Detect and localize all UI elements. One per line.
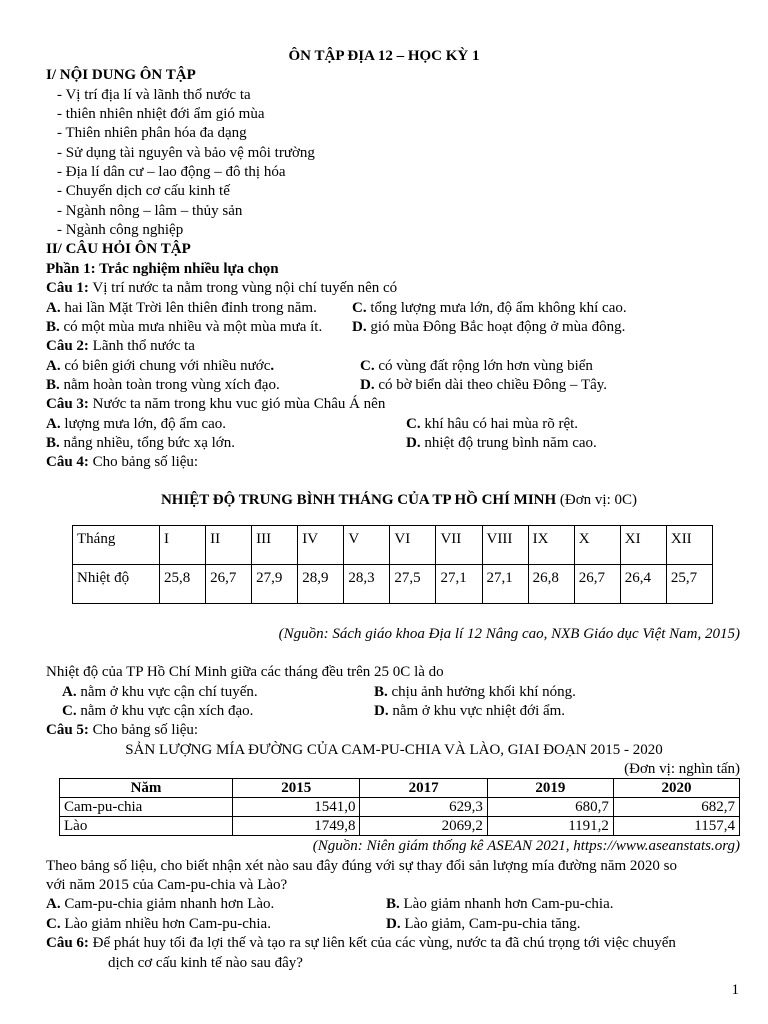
- topic-item: - Sử dụng tài nguyên và bảo vệ môi trường: [57, 145, 315, 161]
- table-cell: XII: [666, 526, 712, 565]
- option-c: C. khí hâu có hai mùa rõ rệt.: [406, 416, 579, 432]
- question-text: Vị trí nước ta nằm trong vùng nội chí tuyến nên có: [88, 280, 398, 296]
- table-cell: VII: [436, 526, 482, 565]
- option-b: B. chịu ảnh hưởng khối khí nóng.: [374, 684, 576, 700]
- question-text: dịch cơ cấu kinh tế nào sau đây?: [108, 955, 303, 971]
- table-cell: 629,3: [360, 798, 487, 817]
- table-cell: IV: [298, 526, 344, 565]
- question-label: Câu 4:: [46, 454, 89, 470]
- topic-item: - Thiên nhiên phân hóa đa dạng: [57, 125, 247, 141]
- question-label: Câu 3:: [46, 396, 89, 412]
- option-d: D. nhiệt độ trung bình năm cao.: [406, 435, 597, 451]
- page-number: 1: [731, 982, 739, 998]
- option-a: A. lượng mưa lớn, độ ẩm cao.: [46, 416, 227, 432]
- option-c: C. tổng lượng mưa lớn, độ ẩm không khí cao.: [352, 300, 627, 316]
- table-cell: 27,1: [436, 565, 482, 604]
- sugar-table-unit: (Đơn vị: nghìn tấn): [624, 761, 740, 777]
- question-text: Cho bảng số liệu:: [88, 722, 199, 738]
- question-label: Câu 6:: [46, 935, 89, 951]
- option-d: D. có bờ biển dài theo chiều Đông – Tây.: [360, 377, 608, 393]
- table-cell: 27,9: [252, 565, 298, 604]
- section1-heading: I/ NỘI DUNG ÔN TẬP: [46, 67, 196, 83]
- option-b: B. nằm hoàn toàn trong vùng xích đạo.: [46, 377, 280, 393]
- option-a: A. Cam-pu-chia giảm nhanh hơn Lào.: [46, 896, 275, 912]
- table-cell: III: [252, 526, 298, 565]
- table-cell: VI: [390, 526, 436, 565]
- option-a: A. nằm ở khu vực cận chí tuyến.: [62, 684, 258, 700]
- question-2: [46, 337, 195, 356]
- table-cell: 27,5: [390, 565, 436, 604]
- temperature-table-title: NHIỆT ĐỘ TRUNG BÌNH THÁNG CỦA TP HỒ CHÍ MINH (Đơn vị: 0C): [160, 492, 638, 508]
- option-a: A. hai lần Mặt Trời lên thiên đỉnh trong năm.: [46, 300, 317, 316]
- table-row: [73, 526, 713, 565]
- table-cell: I: [160, 526, 206, 565]
- part1-heading: Phần 1: Trắc nghiệm nhiều lựa chọn: [46, 261, 279, 277]
- option-b: B. nắng nhiều, tổng bức xạ lớn.: [46, 435, 235, 451]
- question-text: Nhiệt độ của TP Hồ Chí Minh giữa các tháng đều trên 25 0C là do: [46, 664, 444, 680]
- question-text: Theo bảng số liệu, cho biết nhận xét nào sau đây đúng với sự thay đổi sản lượng mía đường năm 2020 so: [46, 858, 678, 874]
- table-cell: XI: [620, 526, 666, 565]
- table-cell: 25,8: [160, 565, 206, 604]
- question-label: Câu 2:: [46, 338, 89, 354]
- table-cell: 1157,4: [613, 817, 739, 836]
- table-cell: 28,3: [344, 565, 390, 604]
- table-cell: Tháng: [73, 526, 160, 565]
- table-cell: 1191,2: [487, 817, 613, 836]
- table-cell: 26,7: [574, 565, 620, 604]
- table-cell: VIII: [482, 526, 528, 565]
- topic-item: - Ngành nông – lâm – thủy sản: [57, 203, 243, 219]
- question-5: [46, 721, 198, 740]
- question-4: [46, 453, 198, 472]
- table-row: [60, 817, 740, 836]
- table-cell: 2069,2: [360, 817, 487, 836]
- topic-item: - Địa lí dân cư – lao động – đô thị hóa: [57, 164, 286, 180]
- option-d: D. gió mùa Đông Bắc hoạt động ở mùa đông.: [352, 319, 626, 335]
- question-text: Cho bảng số liệu:: [88, 454, 199, 470]
- option-a: A. có biên giới chung với nhiều nước.: [46, 358, 275, 374]
- table-cell: Nhiệt độ: [73, 565, 160, 604]
- temperature-source: (Nguồn: Sách giáo khoa Địa lí 12 Nâng cao, NXB Giáo dục Việt Nam, 2015): [278, 626, 740, 642]
- table-row: [73, 565, 713, 604]
- option-b: B. có một mùa mưa nhiều và một mùa mưa ít.: [46, 319, 323, 335]
- question-text: Lãnh thổ nước ta: [88, 338, 195, 354]
- question-text: Nước ta năm trong khu vuc gió mùa Châu Á nên: [88, 396, 386, 412]
- topic-item: - Vị trí địa lí và lãnh thổ nước ta: [57, 87, 251, 103]
- table-cell: 682,7: [613, 798, 739, 817]
- table-cell: Cam-pu-chia: [60, 798, 233, 817]
- page-title: ÔN TẬP ĐỊA 12 – HỌC KỲ 1: [288, 48, 480, 64]
- table-cell: IX: [528, 526, 574, 565]
- temperature-table: [72, 525, 713, 604]
- table-cell: Lào: [60, 817, 233, 836]
- table-header: Năm: [60, 779, 233, 798]
- table-header: 2015: [233, 779, 360, 798]
- table-cell: 25,7: [666, 565, 712, 604]
- table-cell: 26,4: [620, 565, 666, 604]
- table-cell: X: [574, 526, 620, 565]
- option-d: D. nằm ở khu vực nhiệt đới ẩm.: [374, 703, 566, 719]
- table-cell: 28,9: [298, 565, 344, 604]
- topic-item: - Ngành công nghiệp: [57, 222, 184, 238]
- table-cell: 26,7: [206, 565, 252, 604]
- table-cell: V: [344, 526, 390, 565]
- section2-heading: II/ CÂU HỎI ÔN TẬP: [46, 241, 191, 257]
- table-cell: 27,1: [482, 565, 528, 604]
- table-cell: II: [206, 526, 252, 565]
- table-header: 2017: [360, 779, 487, 798]
- question-1: [46, 279, 397, 298]
- question-6: [46, 934, 676, 953]
- table-cell: 1749,8: [233, 817, 360, 836]
- question-label: Câu 1:: [46, 280, 89, 296]
- sugar-table-title: SẢN LƯỢNG MÍA ĐƯỜNG CỦA CAM-PU-CHIA VÀ LÀO, GIAI ĐOẠN 2015 - 2020: [125, 742, 663, 758]
- topic-item: - thiên nhiên nhiệt đới ẩm gió mùa: [57, 106, 265, 122]
- sugar-table: [59, 778, 740, 836]
- table-row: [60, 779, 740, 798]
- topic-item: - Chuyển dịch cơ cấu kinh tế: [57, 183, 230, 199]
- table-header: 2020: [613, 779, 739, 798]
- option-c: C. nằm ở khu vực cận xích đạo.: [62, 703, 254, 719]
- table-cell: 1541,0: [233, 798, 360, 817]
- question-text: với năm 2015 của Cam-pu-chia và Lào?: [46, 877, 288, 893]
- option-c: C. có vùng đất rộng lớn hơn vùng biển: [360, 358, 593, 374]
- question-label: Câu 5:: [46, 722, 89, 738]
- sugar-source: (Nguồn: Niên giám thống kê ASEAN 2021, https://www.aseanstats.org): [312, 838, 740, 854]
- table-cell: 680,7: [487, 798, 613, 817]
- option-b: B. Lào giảm nhanh hơn Cam-pu-chia.: [386, 896, 614, 912]
- option-c: C. Lào giảm nhiều hơn Cam-pu-chia.: [46, 916, 271, 932]
- question-text: Để phát huy tối đa lợi thế và tạo ra sự liên kết của các vùng, nước ta đã chú trọng tới việc chuyển: [88, 935, 676, 951]
- table-header: 2019: [487, 779, 613, 798]
- question-3: [46, 395, 385, 414]
- table-cell: 26,8: [528, 565, 574, 604]
- option-d: D. Lào giảm, Cam-pu-chia tăng.: [386, 916, 581, 932]
- table-row: [60, 798, 740, 817]
